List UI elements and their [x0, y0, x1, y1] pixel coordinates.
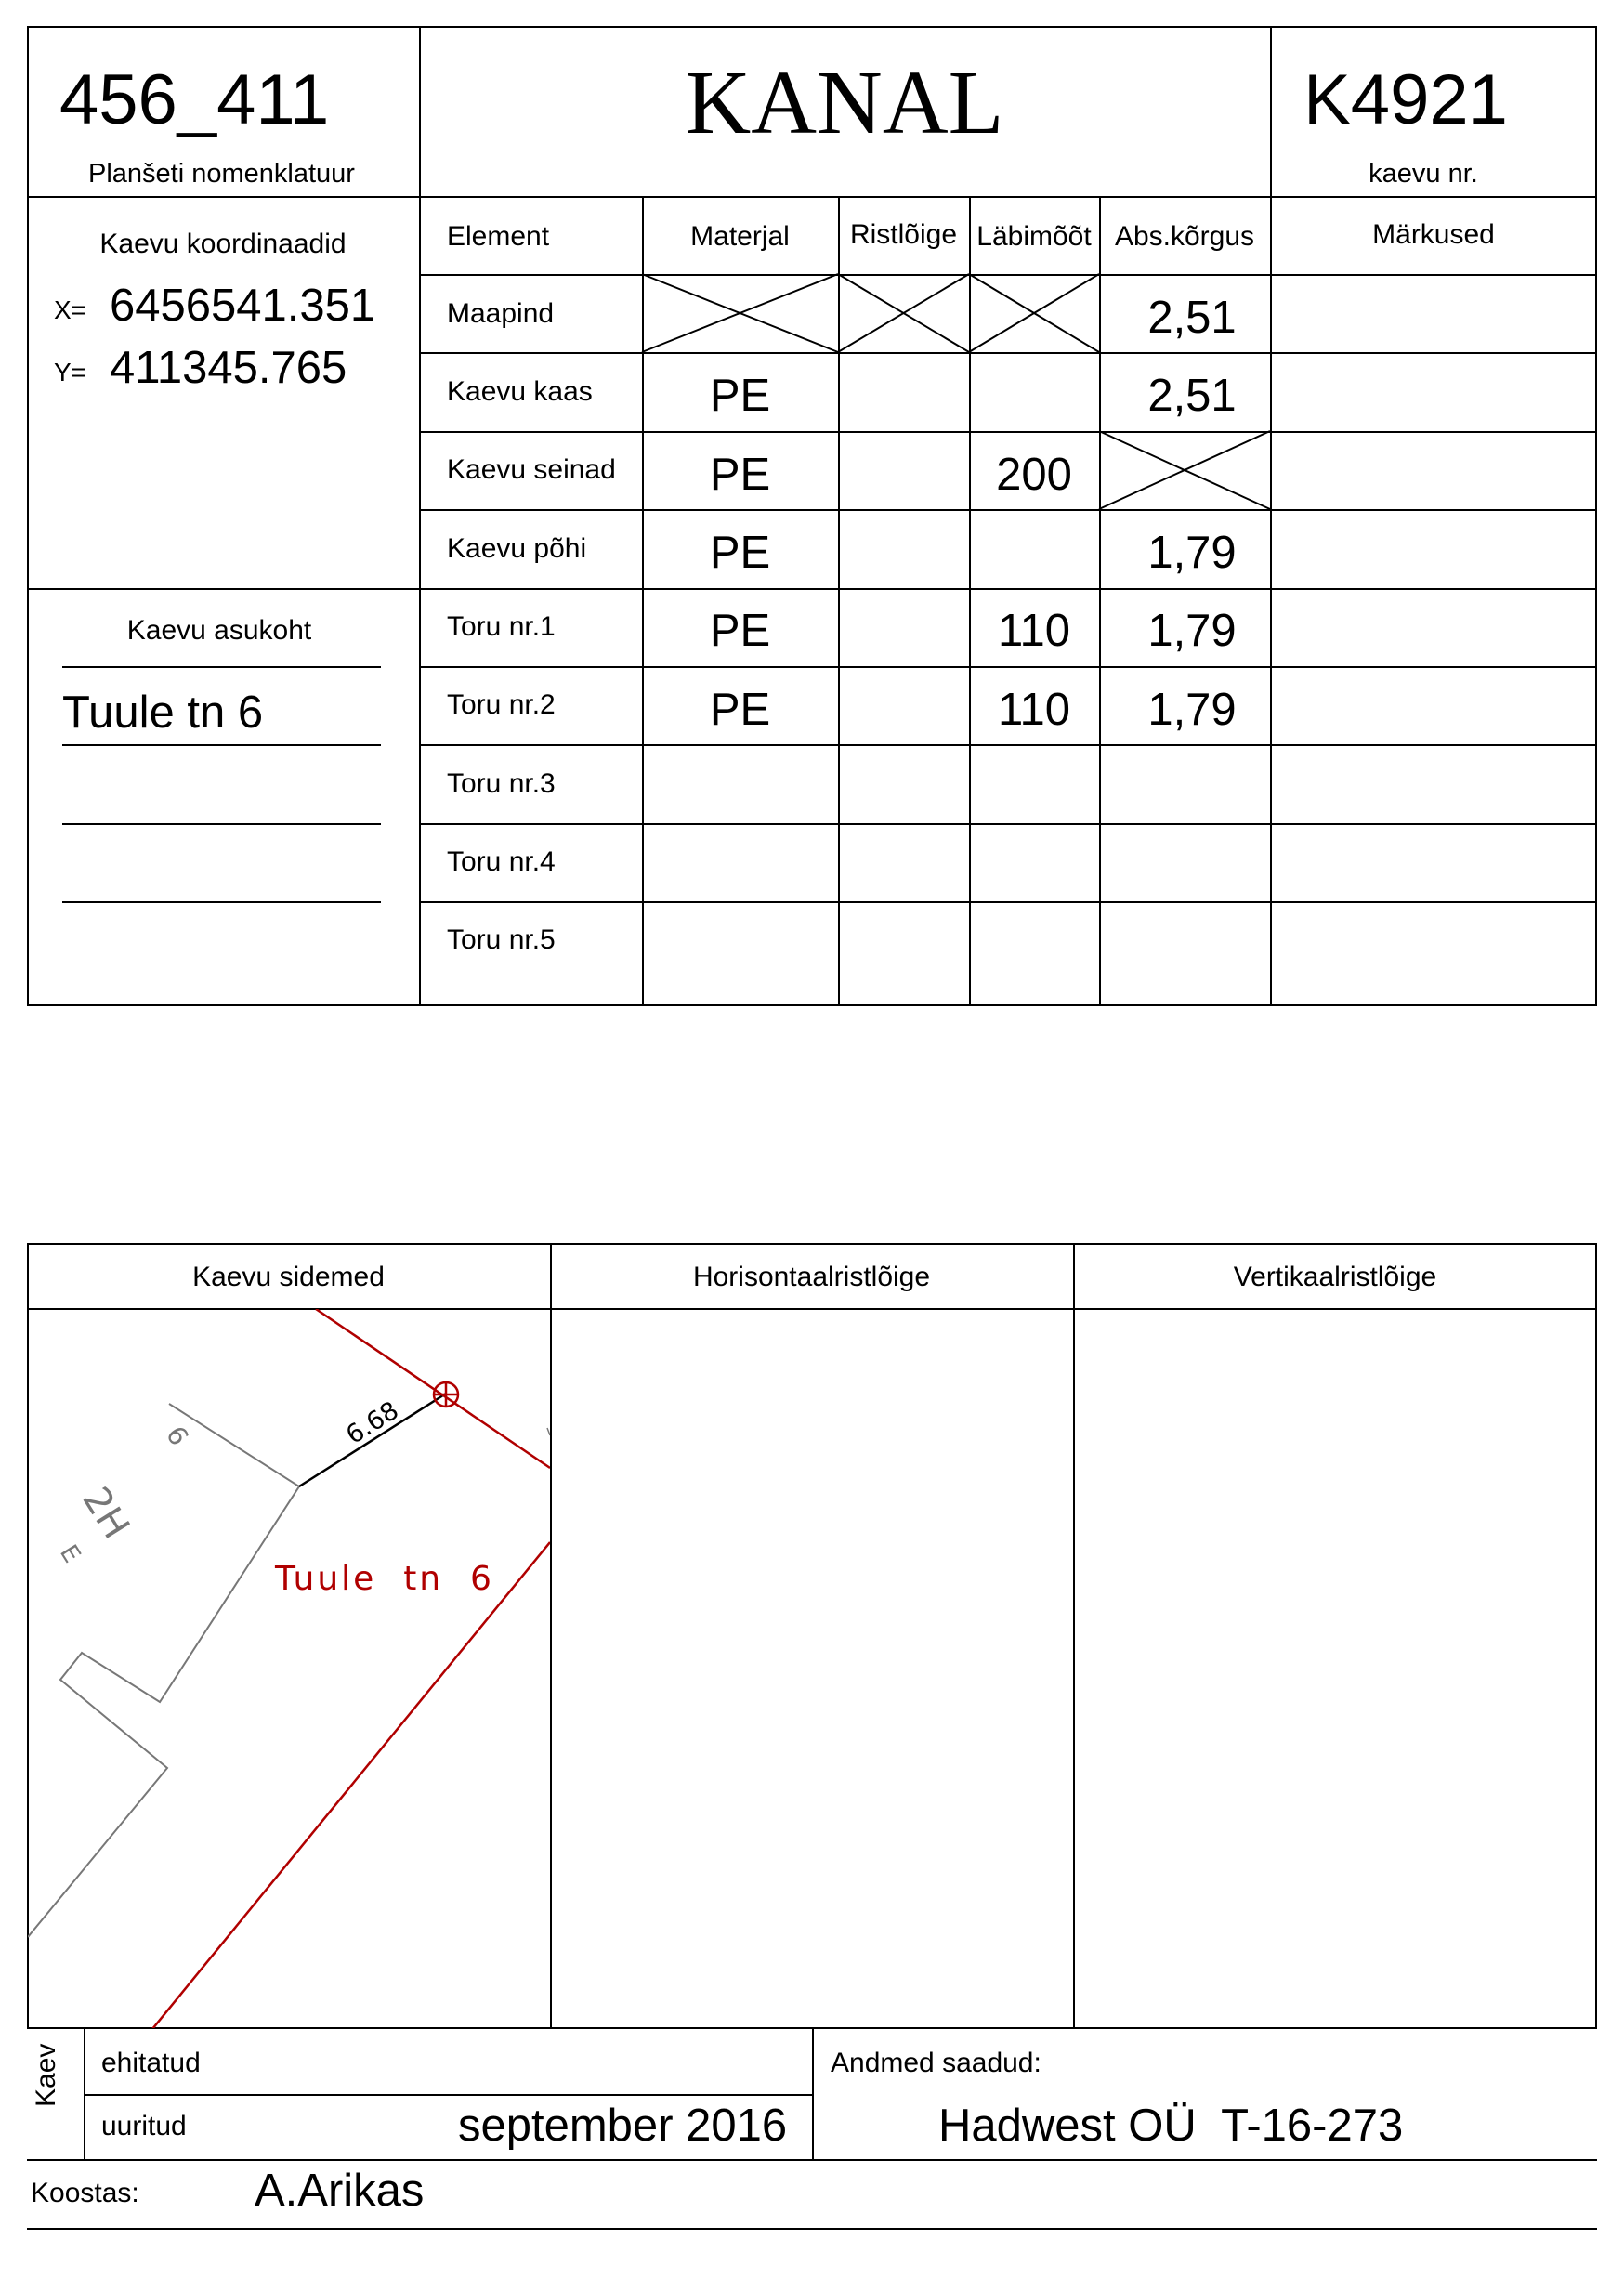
row-element: Maapind — [447, 298, 555, 329]
y-label: Y= — [54, 358, 87, 386]
building-sub-label: E — [54, 1539, 86, 1568]
row-element: Toru nr.4 — [447, 846, 556, 877]
location-label: Kaevu asukoht — [126, 615, 312, 646]
header-material: Materjal — [690, 221, 790, 252]
row-abs-height: 2,51 — [1147, 371, 1237, 421]
street-line — [152, 1542, 550, 2028]
built-label: ehitatud — [101, 2048, 201, 2078]
coordinates-label: Kaevu koordinaadid — [99, 229, 347, 259]
side-label: Kaev — [31, 2043, 61, 2107]
divider — [812, 2029, 814, 2159]
surveyed-date: september 2016 — [458, 2101, 788, 2151]
row-element: Kaevu põhi — [447, 533, 587, 564]
nomenclature-label: Planšeti nomenklatuur — [88, 159, 355, 189]
header-element: Element — [447, 221, 550, 252]
row-element: Toru nr.5 — [447, 924, 556, 955]
form-title: KANAL — [685, 53, 1004, 153]
x-label: X= — [54, 295, 87, 324]
data-source-label: Andmed saadud: — [831, 2048, 1041, 2078]
nomenclature-value: 456_411 — [59, 60, 330, 139]
row-abs-height: 1,79 — [1147, 528, 1237, 578]
row-material: PE — [709, 528, 771, 578]
row-element: Toru nr.2 — [447, 689, 556, 720]
author-value: A.Arikas — [255, 2166, 425, 2216]
row-diameter: 200 — [996, 450, 1072, 500]
row-material: PE — [709, 371, 771, 421]
row-material: PE — [709, 685, 771, 735]
x-value: 6456541.351 — [110, 281, 376, 331]
building-outline — [28, 1404, 299, 1937]
header-diameter: Läbimõõt — [976, 221, 1092, 252]
row-material: PE — [709, 450, 771, 500]
manhole-icon — [434, 1382, 458, 1407]
header-cross-section: Ristlõige — [849, 219, 958, 250]
data-source-value: Hadwest OÜ T-16-273 — [938, 2101, 1404, 2151]
horizontal-section-title: Horisontaalristlõige — [692, 1262, 931, 1292]
well-number-label: kaevu nr. — [1369, 159, 1478, 189]
connections-map — [28, 1309, 550, 2028]
author-label: Koostas: — [31, 2178, 139, 2208]
row-material: PE — [709, 606, 771, 656]
building-code-label: 2H — [73, 1479, 138, 1547]
divider — [84, 2094, 812, 2096]
row-abs-height: 1,79 — [1147, 685, 1237, 735]
row-element: Kaevu kaas — [447, 376, 593, 407]
surveyed-label: uuritud — [101, 2111, 187, 2141]
row-element: Kaevu seinad — [447, 454, 616, 485]
house-number-label: 6 — [160, 1420, 195, 1451]
distance-label: 6.68 — [341, 1395, 404, 1450]
street-name-label: Tuule tn 6 — [275, 1560, 494, 1598]
row-element: Toru nr.1 — [447, 611, 556, 642]
street-line — [316, 1309, 550, 1468]
divider — [27, 2159, 1597, 2161]
well-number-value: K4921 — [1303, 60, 1508, 139]
row-abs-height: 1,79 — [1147, 606, 1237, 656]
connections-title: Kaevu sidemed — [192, 1262, 385, 1292]
header-abs-height: Abs.kõrgus — [1114, 221, 1255, 252]
row-element: Toru nr.3 — [447, 768, 556, 799]
vertical-section-title: Vertikaalristlõige — [1233, 1262, 1437, 1292]
divider — [1073, 1243, 1075, 2029]
y-value: 411345.765 — [110, 343, 347, 393]
cross-mark — [0, 0, 1624, 1022]
edge-tick — [547, 1428, 550, 1435]
row-diameter: 110 — [997, 606, 1071, 656]
divider — [550, 1243, 552, 2029]
location-address: Tuule tn 6 — [62, 687, 264, 738]
row-abs-height: 2,51 — [1147, 293, 1237, 343]
row-diameter: 110 — [997, 685, 1071, 735]
map-drawing — [28, 1309, 550, 2028]
header-notes: Märkused — [1372, 219, 1495, 250]
divider — [27, 2228, 1597, 2230]
